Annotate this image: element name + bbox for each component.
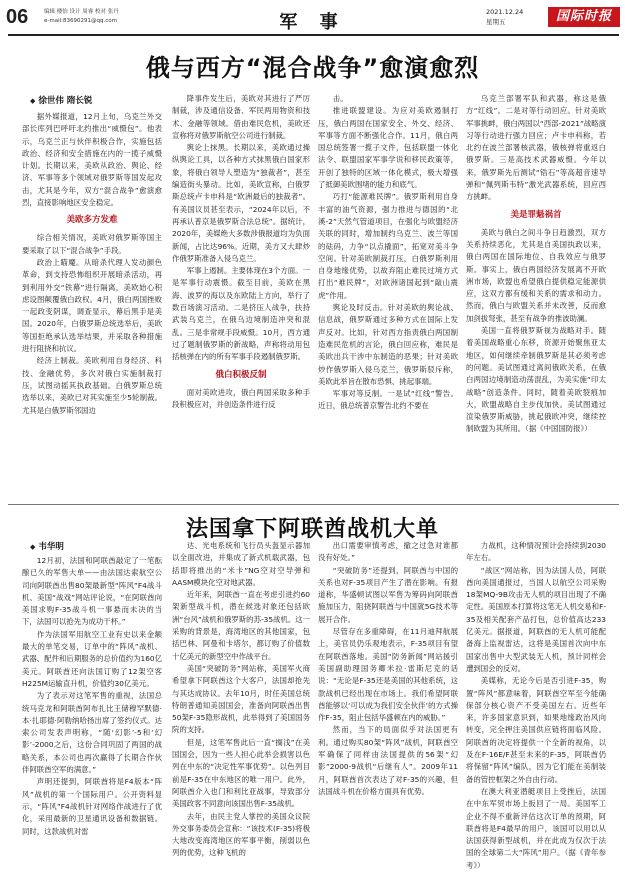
paragraph: 舆论上抹黑。长期以来，美欧通过操纵舆论工具，以各种方式抹黑俄白国家形象，将俄白领导人塑造为“独裁者”，甚至编造街头暴动。比如，美欧宣称，白俄罗斯总统卢卡申科是“欧洲最后的独裁者”。有美国议员甚至表示，“2024年以后，不再承认普京是俄罗斯合法总统”。据统计，2020年，美媒绝大多数涉俄报道均为负面新闻，占比达96%。近期，美方又大肆炒作俄罗斯准备入侵乌克兰。 bbox=[172, 143, 310, 263]
paragraph: “突破防务”还提到，阿联酋与中国的关系也对F-35项目产生了潜在影响。有报道称，华盛顿试图以军售为筹码向阿联酋施加压力，阻挠阿联酋与中国就5G技术等展开合作。 bbox=[318, 565, 458, 624]
paragraph: 降事件发生后，美欧对其进行了严厉制裁，涉及通信设备、军民两用物资和技术、金融等领域。借由难民危机，美欧还宣称将对俄罗斯航空公司进行制裁。 bbox=[172, 94, 310, 140]
diamond-icon: ◆ bbox=[30, 97, 36, 105]
credits-email: e-mail:83690291@qq.com bbox=[44, 18, 117, 24]
article2-author: 韦华明 bbox=[38, 542, 64, 552]
paragraph: 近年来，阿联酋一直在考虑引进约60架新型战斗机，潜在候选对象还包括欧洲“台风”战机和俄罗斯的苏-35战机。这一采购的背景是，海湾地区的其他国家，包括巴林、阿曼和卡塔尔，都订购了价值数十亿美元的新型空中作战平台。 bbox=[172, 590, 310, 661]
subheading: 美欧多方发难 bbox=[66, 215, 118, 226]
article2-byline bbox=[30, 540, 64, 552]
article1-column-3 bbox=[318, 93, 458, 503]
subheading: 美是罪魁祸首 bbox=[510, 209, 562, 220]
paragraph: 然而，当下的局面似乎对法国更有利。通过购买80架“阵风”战机，阿联酋空军确保了同样由法国提供的56架“幻影”2000-9战机“后继有人”。2009年11月，阿联酋首次表达了对F-35的兴趣，但法国战斗机在价格方面具有优势。 bbox=[318, 725, 458, 796]
paragraph: 声明还提到，阿联酋将是F4版本“阵风”战机的第一个国际用户。公开资料显示，“阵风”F4战机针对网络作战进行了优化，采用最新的卫星通讯设备和数据链。同时，这款战机对雷 bbox=[22, 777, 162, 836]
paragraph: 据外媒报道，12月上旬，乌克兰外交部长库列巴呼吁北约推出“威慑包”。他表示，乌克兰正与伙伴积极合作，实施包括政治、经济和安全措施在内的一揽子威慑计划。长期以来，美欧从政治、舆论、经济、军事等多个领域对俄罗斯等国发起攻击，尤其是今年，双方“混合战争”愈演愈烈，直接影响地区安全稳定。 bbox=[22, 112, 162, 208]
paragraph: 美国一直将俄罗斯视为战略对手。随着美国战略重心东移，资源开始聚焦亚太地区，如何继续牵制俄罗斯是其必须考虑的问题。美试图通过离间俄欧关系，在俄白两国边境制造动荡混乱，为美实施“印太战略”创造条件。同时，随着美欧裂痕加大，欧盟战略自主步伐加快。美试图通过渲染俄罗斯威胁，挑起俄欧冲突，继续控制欧盟为其所用。（据《中国国防报》） bbox=[466, 326, 606, 434]
paragraph: 去年，由民主党人掌控的美国众议院外交事务委员会宣称：“该技术(F-35)将极大地改变海湾地区的军事平衡，削弱以色列的优势，这种飞机的 bbox=[172, 811, 310, 858]
article2-column-1 bbox=[22, 555, 162, 858]
credits-staff: 编辑 楼怡 设计 周睿 校对 张丹 bbox=[44, 9, 119, 15]
paragraph: 综合相关情况，美欧对俄罗斯等国主要采取了以下“混合战争”手段。 bbox=[22, 233, 162, 255]
newspaper-logo: 国际时报 bbox=[548, 7, 620, 27]
article1-column-2 bbox=[172, 93, 310, 503]
weekday: 星期五 bbox=[486, 18, 506, 26]
paragraph: 在澳大利亚潜艇项目上受挫后，法国在中东军贸市场上扳回了一局。美国军工企业不得不重新评估这次订单的预期，阿联酋将是F4最早的用户，该国可以用以从法国获得新型战机，并在此成为仅次于法国的全球第二大“阵风”用户。（据《青年参考》） bbox=[466, 786, 606, 870]
paragraph: 推进联盟建设。为应对美欧遏制打压，俄白两国在国家安全、外交、经济、军事等方面不断强化合作。11月，俄白两国总统签署一揽子文件，包括联盟一体化法令、联盟国家军事学说和移民政策等，开创了独特的区域一体化模式，极大增强了抵御美欧围堵的能力和底气。 bbox=[318, 106, 458, 190]
paragraph: 舆论及时反击。针对美欧的舆论战、信息战，俄罗斯通过多种方式在国际上发声反对。比如，针对西方指责俄白两国制造难民危机的言论，俄白回应称，难民是美欧出兵干涉中东制造的恶果；针对美欧炒作俄罗斯入侵乌克兰，俄罗斯驳斥称，美欧此举旨在散布恐惧、挑起事端。 bbox=[318, 303, 458, 386]
article1-headline: 俄与西方“混合战争”愈演愈烈 bbox=[145, 54, 480, 82]
paragraph: 面对美欧进攻，俄白两国采取多种手段积极应对，并创造条件进行反 bbox=[172, 387, 310, 409]
article2-column-3 bbox=[318, 540, 458, 858]
paragraph: 尽管存在多重障碍，在11月迪拜航展上，美官员仍乐观地表示，F-35项目有望在阿联酋落地。美国“防务新闻”网站援引美国副助理国务卿米拉·雷斯尼克的话说：“无论是F-35还是美国的其他系统，这款战机已经出现在市场上。我们希望阿联酋能够以‘可以成为我们安全伙伴’的方式操作F-35，阻止包括华盛顿在内的威胁。” bbox=[318, 627, 458, 723]
paragraph: 军事上遏制。主要体现在3个方面。一是军事行动震慑。截至目前，美欧在黑海、波罗的海以及东欧陆上方向，举行了数百场演习活动。二是挤压人战争，扶持武装乌克兰，在俄乌边境制造冲突和混乱。三是非常规手段威慑。10月，西方通过了题制俄罗斯的新战略，声称将动用包括核弹在内的所有军事手段遏制俄罗斯。 bbox=[172, 266, 310, 362]
paragraph: 12月初，法国和阿联酋敲定了一笔酝酿已久的军售大单——由法国达索航空公司向阿联酋出售80架最新型“阵风”F4战斗机、美国“战戏”网站评论说，“在阿联酋向美国求购F-35战斗机一事悬而未决的当下，法国可以抢先为成功干杯。” bbox=[22, 556, 162, 627]
article2-headline: 法国拿下阿联酋战机大单 bbox=[185, 517, 439, 542]
paragraph: 为了表示对这笔军售的重视，法国总统马克龙和阿联酋阿布扎比王储穆罕默德·本·扎耶德·阿勒纳哈扬出席了签约仪式。达索公司发表声明称，“随‘幻影’-5和‘幻影’-2000之后，这份合同巩固了两国的战略关系，本公司也再次赢得了长期合作伙伴阿联酋空军的满意。” bbox=[22, 691, 162, 775]
diamond-icon: ◆ bbox=[30, 543, 36, 551]
paragraph: 但是，这笔军售此后一直“搁浅”在美国国会，因为一些人担心此举会损害以色列在中东的“决定性军事优势”。以色列目前是F-35在中东地区的唯一用户。此外，阿联酋介入也门和利比亚战事，导致部分美国政客不同意向该国出售F-35战机。 bbox=[172, 737, 310, 809]
article1-column-4 bbox=[466, 93, 606, 503]
paragraph: 乌克兰部署军队和武器，称这是俄方“红线”。二是对等行动回应。针对美欧军事挑衅，俄白两国以“西部-2021”战略演习等行动进行强力回应；卢卡申科称，若北约在波兰部署核武器，俄核弹将重返白俄罗斯。三是高技术武器威慑。今年以来，俄罗斯先后测试“锆石”等高超音速导弹和“佩列斯韦特”激光武器系统，回应西方挑衅。 bbox=[466, 94, 606, 202]
page-number: 06 bbox=[6, 6, 29, 28]
subheading: 俄白积极反制 bbox=[215, 369, 267, 380]
paragraph: 军事对等反制。一是试“红线”警告。近日，俄总统普京警告北约不要在 bbox=[318, 389, 458, 411]
paragraph: 达、光电系统和飞行员头盔显示器加以全面改进，并集成了新式机载武器，包括即将推出的“米卡”NG空对空导弹和AASM模块化空对地武器。 bbox=[172, 541, 310, 587]
section-title: 军 事 bbox=[279, 12, 346, 33]
paragraph: 经济上制裁。美欧利用自身经济、科技、金融优势，多次对俄白实施制裁打压，试图动摇其执政基础。白俄罗斯总统选举以来，美欧已对其实施至少5轮制裁。尤其是白俄罗斯邻国边 bbox=[22, 356, 162, 415]
paragraph: 政治上瞄魔。从暗杀代理人发动颜色革命，到支持恐怖组织开展暗杀活动，再到利用外交“铁幕”进行隔离，美欧始心积虑设图颠覆俄白政权。4月，俄白两国挫败一起政变阴谋，调查显示，幕后黑手是美国。2020年，白俄罗斯总统选举后，美欧等国拒绝承认选举结果，并采取各种措施进行阻挠和抗议。 bbox=[22, 257, 162, 354]
paragraph: 力战机，这种情况预计会持续到2030年左右。 bbox=[466, 541, 606, 563]
paragraph: 美媒称，无论今后是否引进F-35，购置“阵风”都意味着，阿联酋空军至今能确保部分核心资产不受美国左右。近些年来，许多国家意识到，如果地缘政治风向转变，完全押注美国供应链将面临风险。阿联酋的决定将提供一个全新的视角，以及在F-16E/F甚至未来的F-35，阿联酋仍将保留“阵风”编队，因为它们能在美制装备的管控框架之外自由行动。 bbox=[466, 676, 606, 784]
article-divider bbox=[8, 504, 619, 505]
article1-column-1 bbox=[22, 111, 162, 503]
paragraph: 美国“突破防务”网站称，美国军火商希望拿下阿联酋这个大客户，法国却抢先与其达成协议。去年10月，时任美国总统特朗普通知美国国会，准备向阿联酋出售50架F-35隐形战机，此举得到了美国国务院的支持。 bbox=[172, 663, 310, 735]
paragraph: “战区”网站称，因为法国人员，阿联酋向美国通报过，当国人以航空公司采购18架MQ-9B攻击无人机的项目出现了不确定性。美国原本打算将这笔无人机交易和F-35及相关配套产品打包，总价值高达233亿美元。据报道，阿联酋的无人机可能配备海上监视雷达，这将是美国首次向中东国家出售中大型武装无人机，预计同样会遭到国会的反对。 bbox=[466, 565, 606, 673]
paragraph: 巧打“能源难民牌”。俄罗斯利用自身丰富的油气资源，强力推进与德国的“北溪-2”天然气管道项目，在强化与欧盟经济关联的同时，增加制约乌克兰、波兰等国的砝码，力争“以点撬面”，拓宽对美斗争空间。针对美欧制裁打压，白俄罗斯利用自身地缘优势，以故弃阻止难民过境方式打出“难民牌”，对欧洲诸国起到“敲山震虎”作用。 bbox=[318, 192, 458, 300]
article1-byline bbox=[30, 94, 92, 106]
article1-author: 徐世伟 隋长锐 bbox=[38, 96, 93, 106]
date: 2021.12.24 bbox=[486, 8, 524, 16]
paragraph: 作为法国军用航空工业有史以来金额最大的单笔交易，订单中的“阵风”战机、武器、配件和后期服务的总价值约为160亿美元。阿联酋还向法国订购了12架空客H225M运输直升机，价值约30亿美元。 bbox=[22, 629, 162, 688]
masthead-rule bbox=[8, 34, 619, 36]
article2-column-4 bbox=[466, 540, 606, 870]
paragraph: 出口需要审慎考虑，撤之过急对谁都没有好处。” bbox=[318, 541, 458, 563]
paragraph: 击。 bbox=[332, 94, 348, 103]
paragraph: 美欧与俄白之间斗争日趋激烈，双方关系持续恶化，尤其是自美国执政以来，俄白两国在国际地位、自我效应与俄罗斯。事实上，俄白两国经济发展离不开欧洲市场，欧盟也希望俄白提供稳定能源供应，这双方都有缓和关系的需求和动力。然而，俄白与欧盟关系并未改善，反而愈加剑拔弩张，甚至有战争的推波助澜。 bbox=[466, 227, 606, 323]
issue-date bbox=[486, 7, 523, 27]
article2-column-2 bbox=[172, 540, 310, 858]
